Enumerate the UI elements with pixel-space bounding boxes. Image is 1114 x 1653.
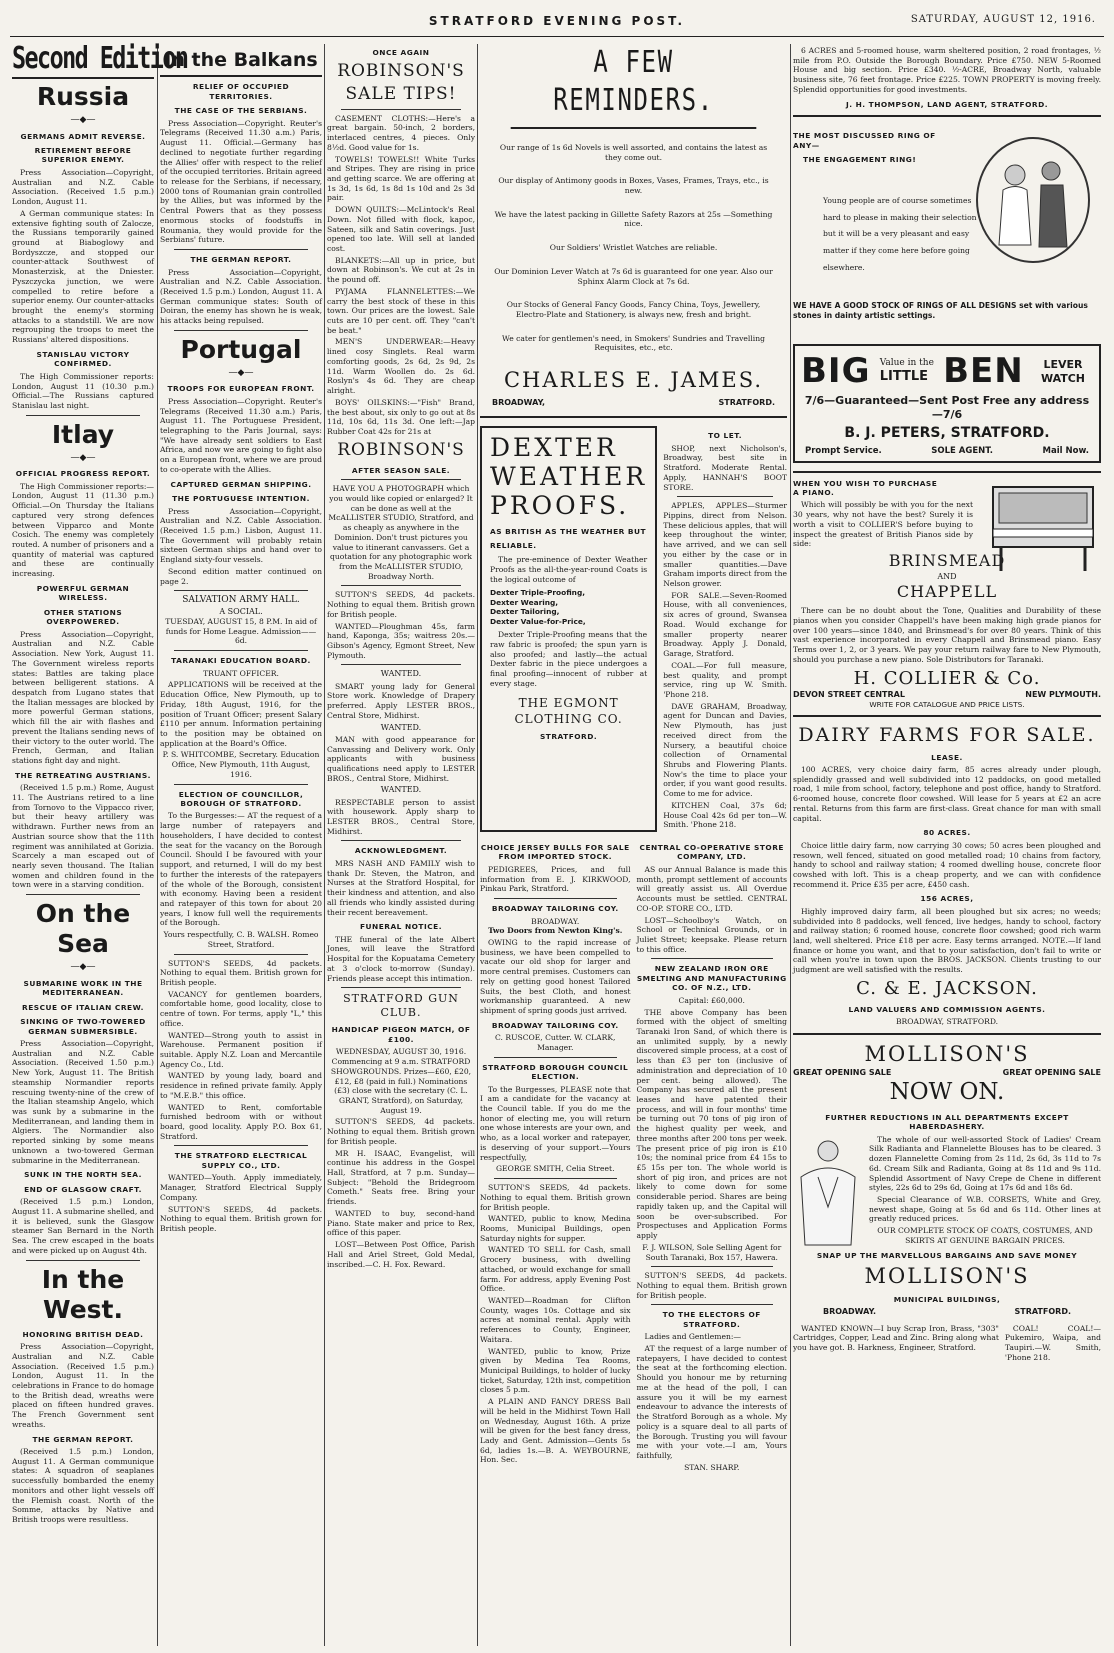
ornament: —◆— [70,452,96,463]
classified-ad: A PLAIN AND FANCY DRESS Ball will be held in the Midhirst Town Hall on Wednesday, August 16th. A prize will be given for the best fancy dress, Lady and Gent. Admission—Gents 5s 6d, ladies 1s.—B. A. WEYBOURNE, Hon. Sec. [480,1397,631,1465]
subhead: 80 ACRES. [923,828,971,838]
article-body: APPLICATIONS will be received at the Education Office, New Plymouth, up to Friday, 18th August, 1916, for the position of Truant Officer; present Salary £110 per annum. Information pertaining to the position may be obtained on application at the Board's Office. [160,680,322,748]
mollison-name: MOLLISON'S [864,1264,1030,1288]
article-body: The High Commissioner reports: London, August 11 (10.30 p.m.) Official.—The Russians captured Stanislau last night. [12,371,154,410]
right-stack [637,838,788,1472]
charles-james-name: CHARLES E. JAMES. [503,368,764,393]
article-body: Press Association—Copyright, Australian and N.Z. Cable Association. (Received 1.5 p.m.) Lisbon, August 11. The Government will probably retain sixteen German ships and hand over to England sixty-four vessels. [160,506,322,565]
bigben-little: LITTLE [879,369,929,385]
divider [174,1145,308,1146]
gunclub-title: STRATFORD GUN CLUB. [343,992,459,1020]
mollison-right: STRATFORD. [1014,1307,1071,1317]
taranaki-sub: TRUANT OFFICER. [203,668,279,678]
classified-ad: FOR SALE.—Seven-Roomed House, with all conveniences, six acres of ground, Swansea Road. Would exchange for smaller property nearer Broadway. Apply J. Donald, Garage, Stratford. [663,590,787,659]
signature: Yours respectfully, C. B. WALSH. Romeo Street, Stratford. [163,930,319,949]
dairy-body: 100 ACRES, very choice dairy farm, 85 acres already under plough, splendidly grassed and well subdivided into 12 paddocks, on good metalled road, 1 mile from school, factory, telephone and post office, handy to Stratford. 6-roomed house, concrete floor cowshed. Will lease for 5 years at £2 an acre rental. Returns from this farm are first-class. Great chance for man with small capital. [793,765,1101,823]
address-left: BROADWAY, [492,398,546,407]
classified-ad: MAN with good appearance for Canvassing and Delivery work. Only applicants with business qualifications need apply to LESTER BROS., Central Store, Midhirst. [327,734,475,783]
subhead: STANISLAU VICTORY CONFIRMED. [36,349,130,369]
subhead: OTHER STATIONS OVERPOWERED. [43,607,123,627]
split-section [480,838,787,1472]
classified-ad: WANTED, public to know, Medina Rooms, Municipal Buildings, open Saturday nights for supper. [480,1214,631,1243]
ring-sub: THE ENGAGEMENT RING! [803,155,917,164]
ring-ad [793,131,1101,336]
subhead: CHOICE JERSEY BULLS FOR SALE FROM IMPORTED STOCK. [480,843,630,862]
dexter-ad [480,426,657,832]
subhead: HONORING BRITISH DEAD. [22,1329,144,1339]
sale-item: TOWELS! TOWELS!! White Turks and Stripes. They are rising in price and getting scarce. We are offering at 1s 3d, 1s 6d, 1s 8d 1s 10d and 2s 3d pair. [327,154,475,203]
signature: STAN. SHARP. [684,1462,740,1472]
newspaper-title: STRATFORD EVENING POST. [428,14,686,28]
classified-ad: COAL! COAL!—Pukemiro, Waipa, and Taupiri.—W. Smith, 'Phone 218. [1004,1323,1101,1362]
column-news-2 [160,44,322,1646]
article-body: A German communique states: In extensive fighting south of Zalocze, the Russians temporarily gained ground at Biaboglowy and Bordyszcze, and stopped our counter-attack Southwest of Monasterzisk, at the Dniester. Pyszczycka junction, we were compelled to retire before a superior enemy. Our counter-attacks brought the enemy's storming attacks to a standstill. We are now regrouping the troops to meet the Russians' altered dispositions. [12,208,154,345]
classified-ad: WANTED—Ploughman 45s, farm hand, Kaponga, 35s; waitress 20s.—Gibson's Agency, Egmont Street, New Plymouth. [327,621,475,660]
sale-item: BOYS' OILSKINS:—"Fish" Brand, the best about, six only to go out at 8s 11d, 10s 6d, 11s 3d. One left:—Jap Rubber Coat 42s for 21s at [327,397,475,436]
classified-ad: APPLES, APPLES—Sturmer Pippins, direct from Nelson. These delicious apples, that will keep throughout the winter, have arrived, and we can sell you either by the case or in smaller quantities.—Dave Graham imports direct from the Nelson grower. [663,501,787,589]
divider [651,1304,774,1305]
bigben-value [880,358,934,386]
divider [341,109,461,110]
classified-ad: SUTTON'S SEEDS, 4d packets. Nothing to equal them. British grown for British people. [327,1117,475,1146]
continued-note: Second edition matter continued on page 2. [160,566,322,586]
dexter-title: PROOFS. [490,490,630,520]
mollison-muni: MUNICIPAL BUILDINGS, [893,1294,1001,1304]
collier-write: WRITE FOR CATALOGUE AND PRICE LISTS. [869,699,1025,709]
classified-ad: SUTTON'S SEEDS, 4d packets. Nothing to equal them. British grown for British people. [480,1183,631,1212]
reminder-item: We have the latest packing in Gillette Safety Razors at 25s —Something nice. [494,209,773,229]
classified-ad: RESPECTABLE person to assist with housework. Apply sharp to LESTER BROS., Central Store, Midhirst. [327,797,475,836]
signature: GEORGE SMITH, Celia Street. [495,1164,615,1174]
divider [651,958,774,959]
divider [174,650,308,651]
bigben-firm: B. J. PETERS, STRATFORD. [844,424,1050,441]
article-body: (Received 1.5 p.m.) London, August 11. A submarine shelled, and it is believed, sunk the Glasgow steamer San Bernard in the North Sea. The crew escaped in the boats and were picked up on August 4th. [12,1197,154,1255]
classified-ad: LOST—Schoolboy's Watch, on School or Technical Grounds, or in Juliet Street; keepsake. Please return to this office. [636,915,787,954]
subhead: RESCUE OF ITALIAN CREW. [22,1002,144,1012]
divider [494,1057,617,1058]
split-section [480,426,787,832]
thompson-name: J. H. THOMPSON, LAND AGENT, STRATFORD. [845,99,1049,109]
jackson-role: LAND VALUERS AND COMMISSION AGENTS. [848,1004,1046,1014]
robinsons-pre: ONCE AGAIN [372,48,430,57]
subhead: THE GERMAN REPORT. [32,1434,134,1444]
ornament: —◆— [70,962,96,973]
divider [651,1266,774,1267]
wanted-title: WANTED. [380,785,422,795]
masthead-rule [10,36,1104,37]
divider [793,115,1101,117]
article-body: (Received 1.5 p.m.) Rome, August 11. The Austrians retired to a line from Tornovo to the Vippacco river, but their heavy artillery was withdrawn. Further news from an Austrian source show that the 11th regiment was annihilated at Gorizia. Scarcely a man escaped out of nearly seven thousand. The Italian women and children found in the town were in a starving condition. [12,783,154,890]
land-listings: 6 ACRES and 5-roomed house, warm sheltered position, 2 road frontages, ½ mile from P.O. Outside the Borough Boundary. Price £750. NEW 5-Roomed House and big section. Price £340. ½-ACRE, Broadway North, valuable business site, 76 feet frontage. Price £225. TOWN PROPERTY is moving freely. Splendid opportunities for good investments. [793,46,1101,94]
article-body: Press Association—Copyright, Australian and N.Z. Cable Association. (Received 1.5 p.m.) London, August 11. A German communique states: South of Doiran, the enemy has shown he is weak, his attacks being repulsed. [160,267,322,326]
article-body: To the Burgesses:— AT the request of a large number of ratepayers and householders, I have decided to contest the seat for the vacancy on the Borough Council. Should I be favoured with your support, and returned, I will do my best to further the interests of the ratepayers of the whole of the Borough, consistent with economy. Having been a resident and ratepayer of this town for about 20 years, I know full well the requirements of the Borough. [160,811,322,928]
divider [341,987,461,988]
article-body: (Received 1.5 p.m.) London, August 11. A German communique states: A squadron of seaplanes successfully bombarded the enemy monitors and other light vessels off the Flemish coast. North of the Somme, attacks by Native and British troops were resultless. [12,1447,154,1525]
divider [341,840,461,841]
subhead: HANDICAP PIGEON MATCH, OF £100. [331,1025,471,1044]
brinsmead-name: BRINSMEAD [888,551,1006,571]
sale-item: MEN'S UNDERWEAR:—Heavy lined cosy Singlets. Real warm comforting goods, 2s 6d, 2s 9d, 2s 11d. Warm Woollen do. 2s 6d. Roslyn's 4s 6d. They are cheap alright. [327,337,475,396]
divider [174,330,308,331]
left-stack [480,838,631,1472]
subhead: CENTRAL CO-OPERATIVE STORE COMPANY, LTD. [639,843,784,862]
subhead: TO LET. [708,431,743,441]
jackson-name: C. & E. JACKSON. [856,977,1038,999]
dairy-body: Highly improved dairy farm, all been ploughed but six acres; no weeds; subdivided into 8 paddocks, well fenced, live hedges, handy to school, factory and railway station; 6 roomed house, concrete floor cowshed; good rich warm land, well sheltered. Price £18 per acre. Easy terms arranged. NOTE.—If land finance or home you want, and that to your satisfaction, don't fail to write or call when you're in town upon the BROS. JACKSON. Clients trusting to our judgment are well satisfied with the results. [793,906,1101,975]
classified-ad: DAVE GRAHAM, Broadway, agent for Duncan and Davies, New Plymouth, has just received direct from the Nursery, a beautiful choice collection of Ornamental Shrubs and Flowering Plants. Now's the time to place your order, if you want good results. Come to me for advice. [663,701,787,799]
divider [174,784,308,785]
column-divider [157,44,158,1646]
ornament: —◆— [70,115,96,125]
classified-ad: WANTED—Youth. Apply immediately, Manager, Stratford Electrical Supply Company. [160,1173,322,1202]
dexter-title: DEXTER [490,433,618,463]
salvation-sub: A SOCIAL. [219,606,263,616]
reminder-item: Our Dominion Lever Watch at 7s 6d is guaranteed for one year. Also our Sphinx Alarm Clock at 7s 6d. [494,266,773,286]
notice-body: THE funeral of the late Albert Jones, will leave the Stratford Hospital for the Kopuatama Cemetery at 3 o'clock to-morrow (Sunday). Friends please accept this intimation. [327,934,475,983]
classified-ad: SUTTON'S SEEDS, 4d packets. Nothing to equal them. British grown for British people. [160,958,322,987]
bigben-lever: LEVER WATCH [1040,357,1086,385]
mollison-stock: OUR COMPLETE STOCK OF COATS, COSTUMES, AND SKIRTS AT GENUINE BARGAIN PRICES. [877,1226,1093,1245]
column-divider [324,44,325,1646]
classified-ad: PEDIGREES, Prices, and full information from E. J. KIRKWOOD, Pinkau Park, Stratford. [480,864,631,894]
subhead: LEASE. [931,752,963,762]
article-body: Press Association—Copyright, Australian and N.Z. Cable Association. (Received 1.5 p.m.) London, August 11. In the celebrations in France to do homage to the British dead, wreaths were placed on fifteen hundred graves. The French Government sent wreaths. [12,1342,154,1429]
robinsons-title: ROBINSON'S [337,61,465,82]
collier-name: H. COLLIER & Co. [853,667,1041,689]
tailoring-sub: BROADWAY. [531,916,580,926]
signature: F. J. WILSON, Sole Selling Agent for South Taranaki, Box 157, Hawera. [642,1242,782,1262]
bottom-ads [793,1322,1101,1365]
mollison-body-wrap [793,1135,1101,1246]
subhead: 156 ACRES, [920,894,974,904]
russia-heading: Russia [36,82,130,111]
subhead: SUBMARINE WORK IN THE MEDITERRANEAN. [23,978,143,998]
photo-ad: HAVE YOU A PHOTOGRAPH which you would like copied or enlarged? It can be done as well at the McALLISTER STUDIO, Stratford, and as cheaply as anywhere in the Dominion. Don't trust pictures you value to itinerant canvassers. Get a quotation for any photographic work from the McALLISTER STUDIO, Broadway North. [328,484,474,581]
chappell-name: CHAPPELL [896,581,998,601]
signature: C. RUSCOE, Cutter. W. CLARK, Manager. [495,1033,616,1052]
dexter-list-item: Dexter Wearing, [490,597,559,607]
classified-ad: LOST—Between Post Office, Parish Hall and Ariel Street, Gold Medal, inscribed.—C. H. Fox. Reward. [327,1240,475,1269]
tailoring-sub: Two Doors from Newton King's. [488,926,623,936]
subhead: AS BRITISH AS THE WEATHER BUT RELIABLE. [490,527,647,550]
classified-ad: SMART young lady for General Store work. Knowledge of Drapery preferred. Apply LESTER BROS., Central Store, Midhirst. [327,681,475,720]
notice-body: AT the request of a large number of ratepayers, I have decided to contest the seat at the forthcoming election. Should you honour me by returning me at the head of the poll, I can assure you it will be my earnest endeavour to advance the interests of the Stratford Borough as a whole. My policy is a square deal to all parts of the Borough. Trusting you will favour me with your vote.—I am, Yours faithfully, [636,1344,787,1460]
divider [26,1260,140,1261]
dexter-list-item: Dexter Tailoring, [490,607,560,617]
collier-address [793,690,1101,700]
dexter-title: WEATHER [490,461,648,491]
ornament: —◆— [228,367,254,378]
bigben-row [801,350,1093,394]
bigben-footer [805,446,1089,457]
column-divider [477,44,478,1646]
classified-ad: VACANCY for gentlemen boarders, comfortable home, good locality, close to centre of town. For terms, apply "L," this office. [160,989,322,1028]
divider [341,664,461,665]
robinsons-footer: ROBINSON'S [337,439,465,460]
piano-ad [793,479,1101,710]
article-body: Press Association—Copyright. Reuter's Telegrams (Received 11.30 a.m.) Paris, August 11. Official.—Germany has declined to negotiate further regarding the Allies' offer with respect to the relief of the occupied territories. Britain agreed to release for the Serbians, if necessary, 2000 tons of Roumanian grain controlled by the Allies, but was informed by the Central Powers that as they possess enormous stocks of foodstuffs in Roumania, they would provide for the Serbians' future. [160,118,322,245]
reminder-item: Our Stocks of General Fancy Goods, Fancy China, Toys, Jewellery, Electro-Plate and Stationery, is always new, fresh and bright. [506,300,761,319]
subhead: SUNK IN THE NORTH SEA. [24,1170,142,1180]
subhead: SNAP UP THE MARVELLOUS BARGAINS AND SAVE MONEY [816,1250,1078,1260]
classified-ad: SUTTON'S SEEDS, 4d packets. Nothing to equal them. British grown for British people. [327,590,475,619]
divider [12,77,154,79]
bigben-mid: SOLE AGENT. [931,445,994,456]
subhead: RETIREMENT BEFORE SUPERIOR ENEMY. [34,145,132,165]
article-body: Press Association—Copyright. Reuter's Telegrams (Received 11.30 a.m.) Paris, August 11. The Portuguese President, telegraphing to the Paris Journal, says: "We have already sent soldiers to East Africa, and now we are going to fight also on a European front, where we are proud to co-operate with the Allies. [160,396,322,474]
classified-ad: SUTTON'S SEEDS, 4d packets. Nothing to equal them. British grown for British people. [636,1271,787,1300]
subhead: THE PORTUGUESE INTENTION. [172,494,310,504]
bigben-ben: BEN [943,351,1024,392]
capital: Capital: £60,000. [678,995,745,1005]
notice-body: THE above Company has been formed with the object of smelting Taranaki Iron Sand, of which there is an unlimited supply, by a newly discovered simple process, at a cost of less than £3 per ton (inclusive of administration and depreciation of 10 per cent. being allowed). The Company has secured all the present leases and have patented their process, and will in four months' time be turning out 70 tons of pig iron of the highest quality per week, and three months after 200 tons per week. The present price of pig iron is £10 10s; the nominal price from £4 15s to £5 15s per ton. The whole world is short of pig iron, and prices are not likely to come down for some considerable period. Shares are being rapidly taken up, and the Capital will soon be over-subscribed. For Prospectuses and Application Forms apply [636,1007,787,1241]
reminder-item: Our display of Antimony goods in Boxes, Vases, Frames, Trays, etc., is new. [498,176,769,195]
subhead: TARANAKI EDUCATION BOARD. [171,656,311,666]
small-ads [663,426,787,832]
subhead: THE RETREATING AUSTRIANS. [15,770,151,780]
subhead: THE GERMAN REPORT. [190,255,292,265]
classified-ad: WANTED TO SELL for Cash, small Grocery business, with dwelling attached, or would exchange for small farm. For address, apply Evening Post Office. [480,1245,631,1294]
address-row [492,398,775,408]
divider [26,415,140,416]
divider [174,954,308,955]
robinsons-title: SALE TIPS! [345,83,457,104]
classified-ad: OWING to the rapid increase of business, we have been compelled to vacate our old shop for larger and more central premises. Customers can rely on getting good honest Tailored Suits, the best Cloth, and honest workmanship guaranteed. A new shipment of spring goods just arrived. [480,938,631,1016]
sea-heading: On the Sea [35,899,131,959]
ring-title: THE MOST DISCUSSED RING OF ANY— [793,131,936,150]
bigben-left: Prompt Service. [805,445,882,456]
dairy-body: Choice little dairy farm, now carrying 30 cows; 50 acres been ploughed and resown, well fenced, situated on good metalled road; 10 chains from factory, handy to school and railway station; 4 roomed dwelling house, concrete floor cowshed with loft. This is a cheap property, and we can with confidence recommend it. Price £35 per acre, £450 cash. [793,840,1101,889]
mollison-left: BROADWAY. [823,1307,877,1317]
reminder-item: We cater for gentlemen's need, in Smokers' Sundries and Travelling Requisites, etc., etc. [502,333,765,353]
classified-ad: WANTED—Roadman for Clifton County, wages 10s. Cottage and six acres at nominal rental. Apply with references to County, Engineer, Waitara. [480,1295,631,1344]
collier-right: NEW PLYMOUTH. [1025,689,1101,699]
subhead: ACKNOWLEDGMENT. [354,846,448,856]
divider [174,249,308,250]
mollison-name: MOLLISON'S [864,1042,1030,1067]
bigben-ad [793,344,1101,462]
subhead: FURTHER REDUCTIONS IN ALL DEPARTMENTS EXCEPT HABERDASHERY. [825,1112,1069,1132]
address-right: STRATFORD. [718,398,775,407]
reminders-title: A FEW REMINDERS. [511,44,757,129]
portugal-heading: Portugal [180,334,302,364]
subhead: RELIEF OF OCCUPIED TERRITORIES. [192,82,290,101]
notice-body: MRS NASH AND FAMILY wish to thank Dr. Steven, the Matron, and Nurses at the Stratford Hospital, for their kindness and attention, and also all friends who kindly assisted during their recent bereavement. [327,858,475,917]
classified-ad: KITCHEN Coal, 37s 6d; House Coal 42s 6d per ton—W. Smith. 'Phone 218. [663,800,787,830]
divider [494,1178,617,1179]
divider [494,898,617,899]
bigben-right: Mail Now. [1042,445,1089,456]
subhead: AFTER SEASON SALE. [351,465,451,475]
sale-item: BLANKETS:—All up in price, but down at Robinson's. We cut at 2s in the pound off. [327,255,475,285]
subhead: NEW ZEALAND IRON ORE SMELTING AND MANUFACTURING CO. OF N.Z., LTD. [636,964,787,993]
mollison-nowon: NOW ON. [889,1079,1005,1106]
mollison-body: The whole of our well-assorted Stock of Ladies' Cream Silk Radianta and Flannelette Blouses has to be cleared. 3 dozen Flannelette Coming from 2s 11d, 2s 6d, 3s 11d to 7s 6d. Cream Silk and Radianta, Going at 8s 11d and 9s 11d. Splendid Assortment of Navy Crepe de Chene in different styles, 22s 6d to 29s 6d, Going at 17s 6d and 18s 6d. [869,1134,1101,1193]
notice-body: To the Burgesses, PLEASE note that I am a candidate for the vacancy at the Council table. If you do me the honor of electing me, you will return one whose interests are your own, and who, as a local worker and ratepayer, is deserving of your support.—Yours respectfully, [480,1084,631,1162]
divider [793,471,1101,473]
blouse-illustration-icon [793,1137,863,1247]
classified-ad: WANTED—Strong youth to assist in Warehouse. Permanent position if suitable. Apply N.Z. Loan and Mercantile Agency Co., Ltd. [160,1030,322,1069]
dexter-body: The pre-eminence of Dexter Weather Proofs as the all-the-year-round Coats is the logical outcome of [490,555,648,584]
sale-item: CASEMENT CLOTHS:—Here's a great bargain. 50-inch, 2 borders, interlaced centres, 4 pieces. Only 8½d. Good value for 1s. [327,113,475,152]
classified-ad: SHOP, next Nicholson's, Broadway, best site in Stratford. Moderate Rental. Apply, HANNAH'S BOOT STORE. [663,443,787,492]
subhead: OFFICIAL PROGRESS REPORT. [15,469,151,479]
column-ads-2 [480,44,787,1646]
piano-illustration-icon [989,483,1097,575]
subhead: SINKING OF TWO-TOWERED GERMAN SUBMERSIBLE. [20,1017,146,1036]
divider [341,585,461,586]
subhead: BROADWAY TAILORING COY. [491,904,619,914]
divider [341,479,461,480]
subhead: THE STRATFORD ELECTRICAL SUPPLY CO., LTD. [174,1151,308,1170]
piano-and: AND [937,571,957,581]
wanted-title: WANTED. [380,669,422,679]
edition-heading: Second Edition [12,41,188,76]
dateline: Press Association—Copyright, Australian and N.Z. Cable Association. (Received 1.5 p.m.) London, August 11. [12,167,154,207]
dexter-list-item: Dexter Triple-Proofing, [490,588,586,598]
italy-heading: Itlay [51,419,115,449]
wanted-title: WANTED. [380,722,422,732]
dexter-list [490,588,647,626]
gunclub-body: WEDNESDAY, AUGUST 30, 1916. Commencing at 9 a.m. STRATFORD SHOWGROUNDS. Prizes—£60, £20, £12, £8 (paid in full.) Nominations (£3) close with the secretary (C. L. GRANT, Stratford), on Saturday, August 19. [330,1047,472,1115]
classified-ad: WANTED to buy, second-hand Piano. State maker and price to Rex, office of this paper. [327,1208,475,1238]
classified-ad: WANTED KNOWN—I buy Scrap Iron, Brass, "303" Cartridges, Copper, Lead and Zinc. Bring along what you have got. B. Harkness, Engineer, Stratford. [793,1323,999,1353]
ring-footer: WE HAVE A GOOD STOCK OF RINGS OF ALL DESIGNS set with various stones in dainty artistic settings. [793,301,1088,320]
piano-body: There can be no doubt about the Tone, Qualities and Durability of these pianos when you consider Chappell's have been making high grade pianos for over 100 years—since 1840, and Brinsmead's for over 80 years. Think of this vast experience incorporated in every Chappell and Brinsmead piano. Easy Terms over 1, 2, or 3 years. We pay your return railway fare to New Plymouth, should you purchase a new piano. Sole Distributors for Taranaki. [793,606,1101,664]
reminder-item: Our range of 1s 6d Novels is well assorted, and contains the latest as they come out. [499,142,768,162]
bigben-big: BIG [801,351,871,392]
article-body: Press Association—Copyright, Australian and N.Z. Cable Association. New York, August 11. The Government wireless reports states: Battles are taking place between belligerent stations. A despatch from Lugano states that the Italian messages are blocked by more powerful German stations, which fill the air with flashes and prevent the Italians sending news of their victory to the outer world. The French, German, and Italian stations fight day and night. [12,629,154,766]
ring-body: Young people are of course sometimes hard to please in making their selection but it will be a very pleasant and easy matter if they come here before going elsewhere. [823,196,977,272]
masthead [0,14,1114,36]
mollison-sale-right: GREAT OPENING SALE [1002,1068,1101,1078]
subhead: FUNERAL NOTICE. [359,922,443,932]
column-news-1 [12,41,188,1646]
classified-ad: AS our Annual Balance is made this month, prompt settlement of accounts will greatly assist us. All Overdue Accounts must be settled. CENTRAL CO-OP. STORE CO., LTD. [636,864,787,913]
divider [480,416,787,418]
subhead: BROADWAY TAILORING COY. [491,1020,619,1030]
classified-ad: WANTED to Rent, comfortable furnished bedroom with or without board, good locality. Apply P.O. Box 61, Stratford. [160,1102,322,1141]
collier-left: DEVON STREET CENTRAL [793,689,905,699]
subhead: POWERFUL GERMAN WIRELESS. [36,583,130,603]
mollison-corsets: Special Clearance of W.B. CORSETS, White and Grey, newest shape, Going at 5s 6d and 6s 11d. Other lines at greatly reduced prices. [869,1194,1101,1224]
classified-ad: WANTED by young lady, board and residence in refined private family. Apply to "M.E.B." this office. [160,1071,322,1100]
bigben-price: 7/6—Guaranteed—Sent Post Free any address—7/6 [804,393,1090,421]
article-body: Press Association—Copyright, Australian and N.Z. Cable Association. (Received 1.50 p.m.) New York, August 11. The British steamship Normandier reports rescuing twenty-nine of the crew of the Italian steamship Angelo, which was sunk by a submarine in the Mediterranean, and landing them in Algiers. The Normandier also reported sinking by some means unknown a two-towered German submarine in the Mediterranean. [12,1039,154,1165]
divider [793,715,1101,717]
signature: P. S. WHITCOMBE, Secretary. Education Office, New Plymouth, 11th August, 1916. [162,750,320,779]
greeting: Ladies and Gentlemen:— [644,1332,742,1342]
issue-date: SATURDAY, AUGUST 12, 1916. [910,14,1096,25]
subhead: TROOPS FOR EUROPEAN FRONT. [167,384,315,394]
bigben-value-text: Value in the [879,357,934,368]
sale-item: DOWN QUILTS:—McLintock's Real Down. Not filled with flock, kapoc, Sateen, silk and Satin coverings. Just opened too late. Will sell at landed cost. [327,205,475,253]
divider [174,590,308,591]
divider [677,496,773,497]
sale-item: PYJAMA FLANNELETTES:—We carry the best stock of these in this town. Our prices are the lowest. Sale cuts are 10 per cent. off. They "can't be beat." [327,286,475,335]
egmont-place: STRATFORD. [539,732,598,742]
divider [160,75,322,77]
dairy-title: DAIRY FARMS FOR SALE. [798,724,1096,747]
piano-body: Which will possibly be with you for the next 30 years, why not have the best? Surely it is worth a visit to COLLIER'S before buying to inspect the greatest of British Pianos side by side: [793,500,973,549]
subhead: STRATFORD BOROUGH COUNCIL ELECTION. [482,1062,629,1082]
column-ads-1 [327,44,475,1646]
balkans-heading: In the Balkans [164,49,318,71]
subhead: THE CASE OF THE SERBIANS. [174,106,308,116]
article-body: The High Commissioner reports:— London, August 11 (11.30 p.m.) Official.—On Thursday the Italians captured very strong defences between Vipparco and Monte Cosich. The enemy was completely routed. A number of prisoners and a quantity of material was captured and these are continually increasing. [12,481,154,579]
couple-illustration-icon [973,135,1093,265]
dexter-list-item: Dexter Value-for-Price, [490,616,586,626]
mollison-address [823,1307,1071,1317]
classified-ad: SUTTON'S SEEDS, 4d packets. Nothing to equal them. British grown for British people. [160,1204,322,1234]
egmont-name: THE EGMONT CLOTHING CO. [514,696,623,726]
dexter-body: Dexter Triple-Proofing means that the raw fabric is proofed; the spun yarn is also proofed; and lastly—the actual Dexter fabric in the piece undergoes a final proofing—innocent of rubber at every stage. [490,630,648,688]
west-heading: In the West. [41,1264,125,1324]
jackson-address: BROADWAY, STRATFORD. [895,1017,999,1027]
column-ads-3 [793,44,1101,1646]
column-divider [790,44,791,1646]
classified-ad: WANTED, public to know, Prize given by Medina Tea Rooms, Municipal Buildings, to holder of lucky ticket, Saturday, 12th inst, competition closes 5 p.m. [480,1346,631,1395]
subhead: GERMANS ADMIT REVERSE. [20,131,146,141]
mollison-sale-row [793,1068,1101,1078]
classified-ad: COAL.—For full measure, best quality, and prompt service, ring up W. Smith. 'Phone 218. [663,660,787,699]
subhead: TO THE ELECTORS OF STRATFORD. [662,1310,761,1329]
reminders-list [480,143,787,353]
piano-title: WHEN YOU WISH TO PURCHASE A PIANO. [793,478,938,497]
divider [793,1033,1101,1035]
reminder-item: Our Soldiers' Wristlet Watches are reliable. [549,243,718,253]
subhead: END OF GLASGOW CRAFT. [24,1184,142,1194]
subhead: ELECTION OF COUNCILLOR, BOROUGH OF STRATFORD. [178,789,304,809]
salvation-title: SALVATION ARMY HALL. [182,595,300,606]
mollison-sale-left: GREAT OPENING SALE [793,1068,892,1078]
divider [26,894,140,895]
subhead: CAPTURED GERMAN SHIPPING. [170,479,312,489]
salvation-body: TUESDAY, AUGUST 15, 8 P.M. In aid of funds for Home League. Admission——6d. [165,617,317,646]
classified-ad: MR H. ISAAC, Evangelist, will continue his address in the Gospel Hall, Stratford, at 7 p.m. Sunday—Subject: "Behold the Bridegroom Cometh." Seats free. Bring your friends. [327,1148,475,1207]
